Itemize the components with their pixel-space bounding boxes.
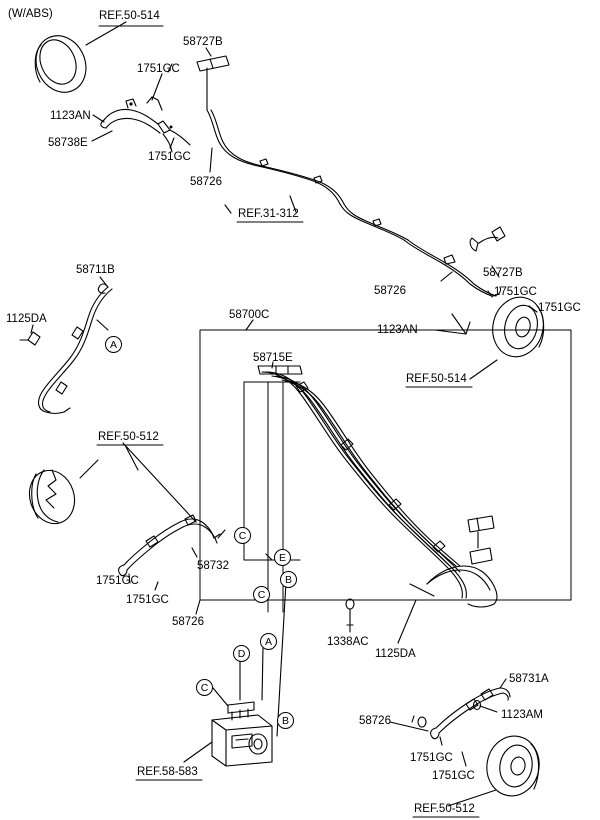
ref-label-50-514-right: REF.50-514 [406, 373, 467, 385]
top-bracket-58727B [197, 56, 229, 110]
part-label-58727b-top: 58727B [183, 36, 223, 48]
leader-1751GC-top1-b [152, 74, 162, 100]
part-label-58727b-right: 58727B [483, 267, 523, 279]
top-left-brake-disc [27, 28, 94, 101]
leader-bubbleA-lower [262, 648, 263, 700]
part-label-1125da-mid: 1125DA [375, 648, 416, 660]
leader-drum-mid [80, 460, 98, 478]
leader-bubbleC-lower [213, 688, 228, 706]
leader-58726-right [441, 272, 452, 281]
leader-center-bracket [410, 584, 434, 596]
callout-bubble-a-upper: A [105, 336, 122, 353]
leader-ref50512-mid [123, 443, 196, 522]
ref-label-58-583: REF.58-583 [137, 766, 198, 778]
part-label-1123an-top: 1123AN [50, 110, 91, 122]
part-label-1125da-left: 1125DA [6, 313, 47, 325]
part-label-1751gc-mid-2: 1751GC [126, 594, 169, 606]
part-label-1751gc-right-2: 1751GC [538, 302, 581, 314]
leader-58731A [500, 679, 506, 688]
leader-58726-bot-b [412, 716, 414, 722]
screw-1338AC [346, 599, 354, 625]
part-label-58731a: 58731A [509, 673, 549, 685]
part-label-58732: 58732 [197, 560, 229, 572]
leader-58700C [246, 320, 253, 330]
main-brake-tube-31-312 [207, 110, 408, 240]
leader-1751GC-top2 [170, 138, 174, 148]
leader-58726-mid [196, 600, 200, 614]
part-label-58700c: 58700C [229, 309, 270, 321]
leader-58727B-top [206, 48, 211, 56]
leader-58726-top [210, 148, 212, 172]
leader-1123AN-right [435, 314, 466, 334]
part-label-58726-right: 58726 [374, 285, 406, 297]
bolt-58726-bot [418, 717, 426, 727]
leader-bubbleE-mid [266, 554, 272, 560]
part-label-58726-bottom: 58726 [359, 715, 391, 727]
leader-1123AM [480, 706, 497, 712]
leader-58732 [192, 548, 197, 557]
part-label-58726-mid: 58726 [172, 616, 204, 628]
part-label-58726-top: 58726 [190, 176, 222, 188]
callout-bubble-c-mid: C [234, 527, 251, 544]
ref-label-50-512-bottom: REF.50-512 [414, 803, 475, 815]
leader-1123AN-top [93, 115, 104, 122]
leader-58738E [92, 131, 112, 141]
leader-ref50514-right [470, 360, 497, 379]
leader-ref58583 [184, 742, 212, 762]
leader-1751GC-r2 [529, 306, 537, 312]
top-left-hose-58738E [101, 97, 190, 152]
leader-1751GC-m2 [155, 582, 158, 590]
callout-bubble-e-mid: E [274, 549, 291, 566]
part-label-1751gc-right-1: 1751GC [494, 286, 537, 298]
leader-1125DA-mid [398, 600, 416, 643]
part-label-1751gc-bottom-1: 1751GC [410, 752, 453, 764]
leader-bubbleA-upper [97, 320, 108, 330]
ref-label-50-514-top: REF.50-514 [99, 10, 160, 22]
leader-ref31312-b [225, 205, 231, 213]
abs-module-58583 [212, 702, 272, 766]
mid-left-drum [23, 465, 82, 530]
ref-label-31-312: REF.31-312 [238, 208, 299, 220]
part-label-1751gc-top-2: 1751GC [148, 151, 191, 163]
callout-bubble-c-mid-2: C [253, 586, 270, 603]
leader-1123AN-right-b [466, 322, 470, 334]
tube-bundle-58715E [258, 366, 466, 598]
diagram-header: (W/ABS) [8, 8, 53, 20]
callout-bubble-c-lower: C [196, 679, 213, 696]
part-label-1123am: 1123AM [501, 709, 543, 721]
part-label-1123an-right: 1123AN [377, 324, 418, 336]
part-label-58711b: 58711B [76, 264, 115, 276]
part-label-1338ac: 1338AC [327, 636, 369, 648]
bottom-right-drum [482, 732, 544, 800]
left-hose-58711B [20, 284, 112, 414]
part-label-1751gc-bottom-2: 1751GC [432, 770, 475, 782]
part-label-1751gc-top-1: 1751GC [137, 63, 180, 75]
callout-bubble-d-lower: D [233, 645, 250, 662]
callout-bubble-a-lower: A [260, 633, 277, 650]
leader-ref50514-top [86, 22, 126, 45]
leader-1751GC-b2 [462, 752, 466, 766]
reference-underlines [97, 26, 479, 817]
callout-bubble-b-mid: B [280, 571, 297, 588]
part-label-1751gc-mid-1: 1751GC [96, 575, 139, 587]
bottom-right-hose-58731A [431, 688, 510, 739]
leader-1751GC-b1 [440, 737, 442, 745]
part-label-58738e: 58738E [48, 137, 88, 149]
ref-label-50-512-mid: REF.50-512 [98, 431, 159, 443]
part-label-58715e: 58715E [253, 352, 293, 364]
callout-bubble-b-lower: B [277, 712, 294, 729]
